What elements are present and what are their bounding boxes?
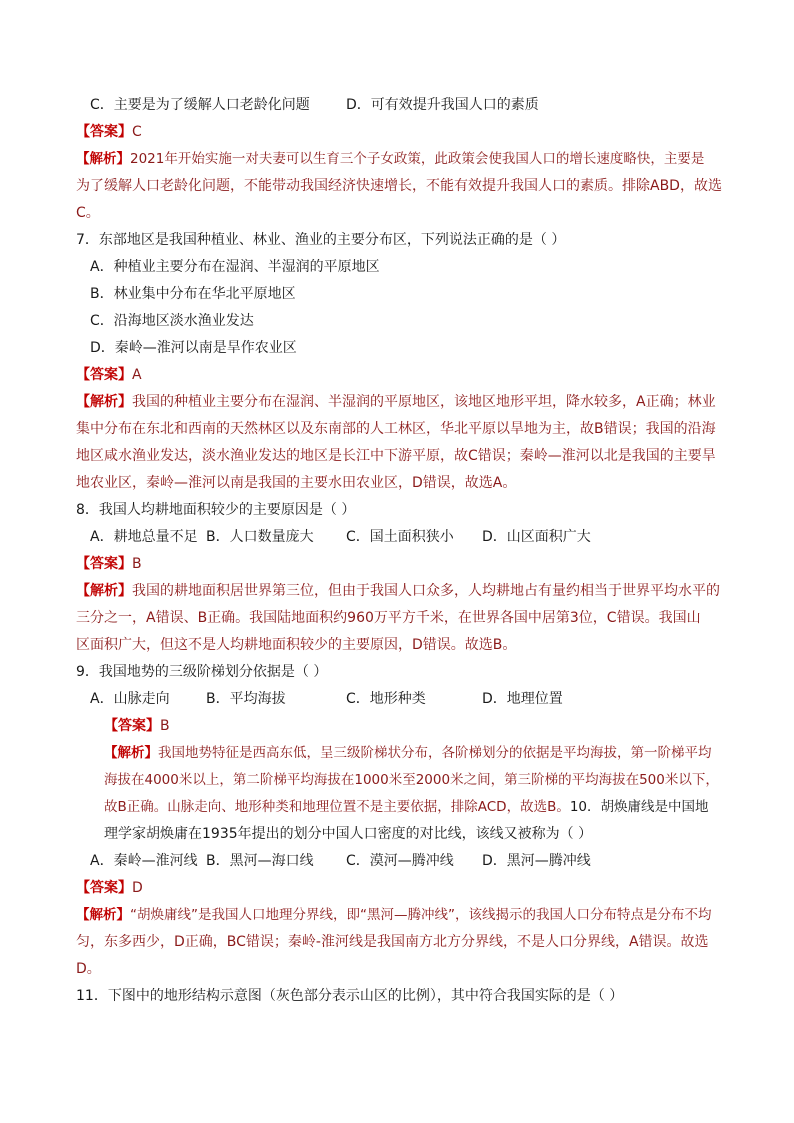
q9-options [76,686,724,713]
q7-analysis-line: 地区咸水渔业发达，淡水渔业发达的地区是长江中下游平原，故C错误；秦岭—淮河以北是我国的主要旱 [76,448,716,464]
q6-answer [76,119,724,146]
q6-analysis-line: 为了缓解人口老龄化问题，不能带动我国经济快速增长，不能有效提升我国人口的素质。排除ABD，故选 [76,178,722,194]
answer-value: B [160,718,170,734]
q10-option-d: D．黑河—腾冲线 [482,853,591,869]
q8-option-b: B．人口数量庞大 [206,529,314,545]
q8-analysis-line: 三分之一，A错误、B正确。我国陆地面积约960万平方千米，在世界各国中居第3位，C错误。我国山 [76,610,701,626]
q6-analysis-line [76,146,724,173]
analysis-text: 2021年开始实施一对夫妻可以生育三个子女政策，此政策会使我国人口的增长速度略快，主要是 [130,151,705,167]
q9-option-a: A．山脉走向 [90,691,170,707]
analysis-tag: 【解析】 [76,907,130,923]
q7-option-a: A．种植业主要分布在湿润、半湿润的平原地区 [90,259,380,275]
q7-stem: 7．东部地区是我国种植业、林业、渔业的主要分布区，下列说法正确的是（ ） [76,232,566,248]
q9-option-b: B．平均海拔 [206,691,286,707]
q7-option-b: B．林业集中分布在华北平原地区 [90,286,296,302]
answer-tag: 【答案】 [76,124,132,140]
q10-answer [76,875,724,902]
q9-analysis-line [76,740,724,767]
analysis-text: 我国的耕地面积居世界第三位，但由于我国人口众多，人均耕地占有量约相当于世界平均水平的 [132,583,720,599]
q9-option-c: C．地形种类 [346,691,426,707]
q10-analysis-line: 匀，东多西少，D正确，BC错误；秦岭-淮河线是我国南方北方分界线，不是人口分界线，A错误。故选 [76,934,709,950]
answer-tag: 【答案】 [76,556,132,572]
q9-analysis-line [76,794,724,821]
q8-analysis-line [76,578,724,605]
answer-tag: 【答案】 [104,718,160,734]
q10-options [76,848,724,875]
q8-option-a: A．耕地总量不足 [90,529,198,545]
q7-option-d: D．秦岭—淮河以南是旱作农业区 [90,340,297,356]
q7-answer [76,362,724,389]
q8-option-d: D．山区面积广大 [482,529,591,545]
answer-value: C [132,124,142,140]
q9-stem: 9．我国地势的三级阶梯划分依据是（ ） [76,664,328,680]
q7-analysis-line [76,389,724,416]
analysis-tag: 【解析】 [104,745,158,761]
q8-option-c: C．国土面积狭小 [346,529,454,545]
answer-tag: 【答案】 [76,367,132,383]
q8-stem: 8．我国人均耕地面积较少的主要原因是（ ） [76,502,356,518]
analysis-tag: 【解析】 [76,394,132,410]
q8-analysis-line: 区面积广大，但这不是人均耕地面积较少的主要原因，D错误。故选B。 [76,637,517,653]
q9-answer [76,713,724,740]
answer-value: D [132,880,143,896]
q6-options-cd [76,92,724,119]
analysis-text: 故B正确。山脉走向、地形种类和地理位置不是主要依据，排除ACD，故选B。 [104,799,570,815]
analysis-tag: 【解析】 [76,151,130,167]
q10-option-a: A．秦岭—淮河线 [90,853,198,869]
question-content [76,92,724,1010]
q7-option-c: C．沿海地区淡水渔业发达 [90,313,254,329]
answer-value: A [132,367,142,383]
analysis-text: 我国的种植业主要分布在湿润、半湿润的平原地区，该地区地形平坦，降水较多，A正确；林业 [132,394,716,410]
q6-option-d: D．可有效提升我国人口的素质 [346,97,539,113]
q6-option-c: C．主要是为了缓解人口老龄化问题 [90,97,310,113]
analysis-tag: 【解析】 [76,583,132,599]
q10-stem-continued: 理学家胡焕庸在1935年提出的划分中国人口密度的对比线，该线又被称为（ ） [104,826,593,842]
analysis-text: “胡焕庸线”是我国人口地理分界线，即“黑河—腾冲线”，该线揭示的我国人口分布特点是分布不均 [130,907,712,923]
q10-analysis-line: D。 [76,961,101,977]
q10-option-c: C．漠河—腾冲线 [346,853,454,869]
q9-analysis-line: 海拔在4000米以上，第二阶梯平均海拔在1000米至2000米之间，第三阶梯的平均海拔在500米以下， [104,772,719,788]
q7-analysis-line: 地农业区，秦岭—淮河以南是我国的主要水田农业区，D错误，故选A。 [76,475,517,491]
q6-analysis-line: C。 [76,205,100,221]
q7-analysis-line: 集中分布在东北和西南的天然林区以及东南部的人工林区，华北平原以旱地为主，故B错误；我国的沿海 [76,421,716,437]
q9-option-d: D．地理位置 [482,691,563,707]
q8-options [76,524,724,551]
q10-stem-start: 10．胡焕庸线是中国地 [569,799,709,815]
q10-option-b: B．黑河—海口线 [206,853,314,869]
answer-tag: 【答案】 [76,880,132,896]
q8-answer [76,551,724,578]
answer-value: B [132,556,142,572]
q10-analysis-line [76,902,724,929]
analysis-text: 我国地势特征是西高东低，呈三级阶梯状分布，各阶梯划分的依据是平均海拔，第一阶梯平均 [158,745,712,761]
q11-stem: 11．下图中的地形结构示意图（灰色部分表示山区的比例），其中符合我国实际的是（ ） [76,988,624,1004]
